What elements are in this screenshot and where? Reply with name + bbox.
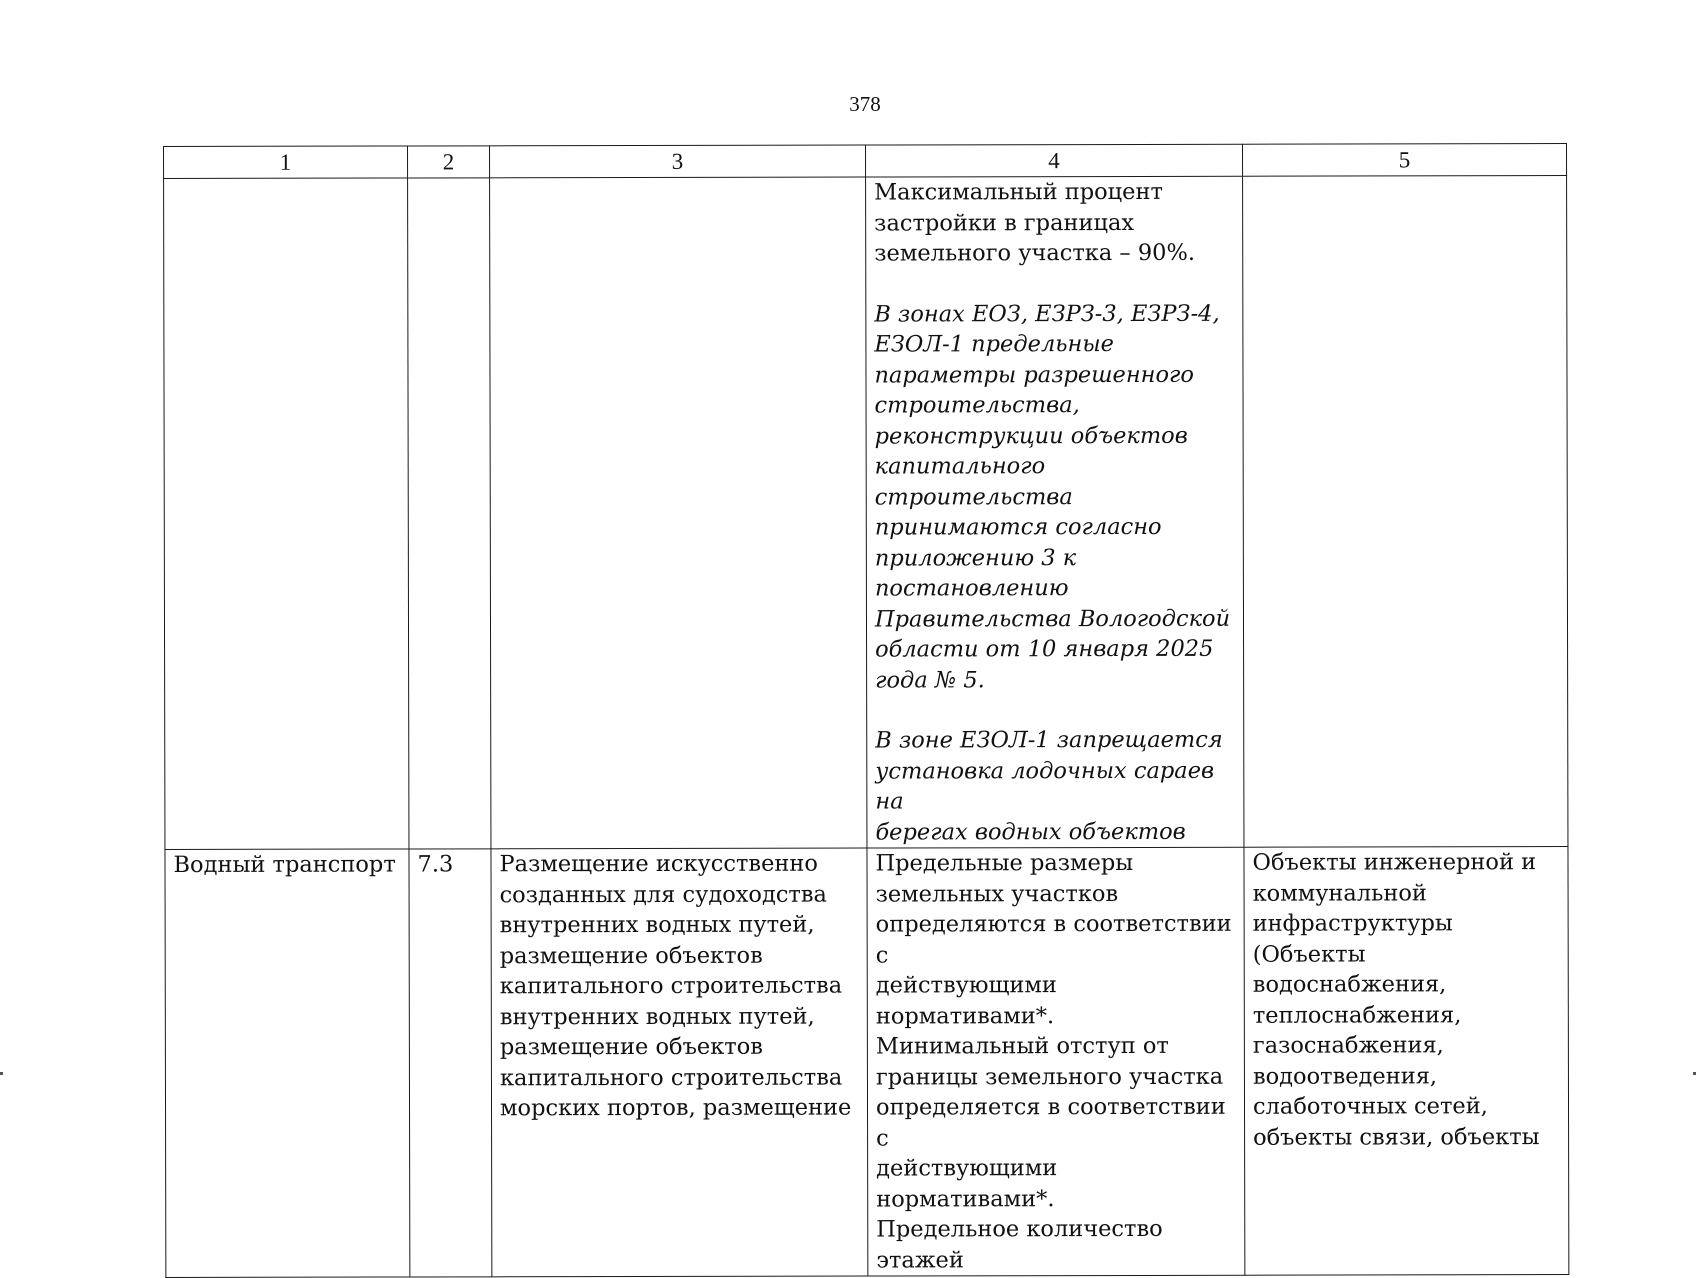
cell-auxiliary [1243,176,1568,848]
cell-use-type [164,178,409,850]
cell-parameters [866,176,1244,848]
cell-use-type: Водный транспорт [165,849,410,1278]
scan-speck-right [1693,1072,1696,1075]
column-header-3: 3 [490,145,866,178]
cell-description: Размещение искусственно созданных для судоходства внутренних водных путей, размещение объектов капитального строительства внутренних водных путей, размещение объектов капитального строительства морских портов, размещение [491,848,868,1277]
cell-parameters: Предельные размеры земельных участков определяются в соответствии с действующими нормативами*. Минимальный отступ от границы земельного участка определяется в соответствии с действующими нормативами*. Предельное количество этажей [867,847,1245,1276]
column-header-2: 2 [408,146,490,178]
table-header-row [164,144,1567,179]
zones-note-text: В зонах ЕОЗ, ЕЗРЗ-3, ЕЗРЗ-4, ЕЗОЛ-1 предельные параметры разрешенного строительства, реконструкции объектов капитального строительства принимаются согласно приложению 3 к постановлению Правительства Вологодской области от 10 января 2025 года № 5. [874,300,1231,694]
column-header-5: 5 [1242,144,1566,177]
column-header-1: 1 [164,146,408,179]
page-number: 378 [849,92,881,116]
cell-auxiliary: Объекты инженерной и коммунальной инфраструктуры (Объекты водоснабжения, теплоснабжения, газоснабжения, водоотведения, слаботочных сетей, объекты связи, объекты [1244,847,1569,1276]
ezol-note-text: В зоне ЕЗОЛ-1 запрещается установка лодочных сараев на берегах водных объектов [875,726,1223,846]
table-row-water-transport [165,847,1569,1278]
land-use-table [163,143,1569,1278]
scan-speck-left [0,1072,3,1075]
cell-code: 7.3 [409,849,492,1277]
table-row-continued [164,176,1568,850]
cell-description [490,177,867,849]
cell-code [408,178,491,849]
max-coverage-text: Максимальный процент застройки в границах земельного участка – 90%. [874,178,1196,267]
column-header-4: 4 [865,144,1242,177]
